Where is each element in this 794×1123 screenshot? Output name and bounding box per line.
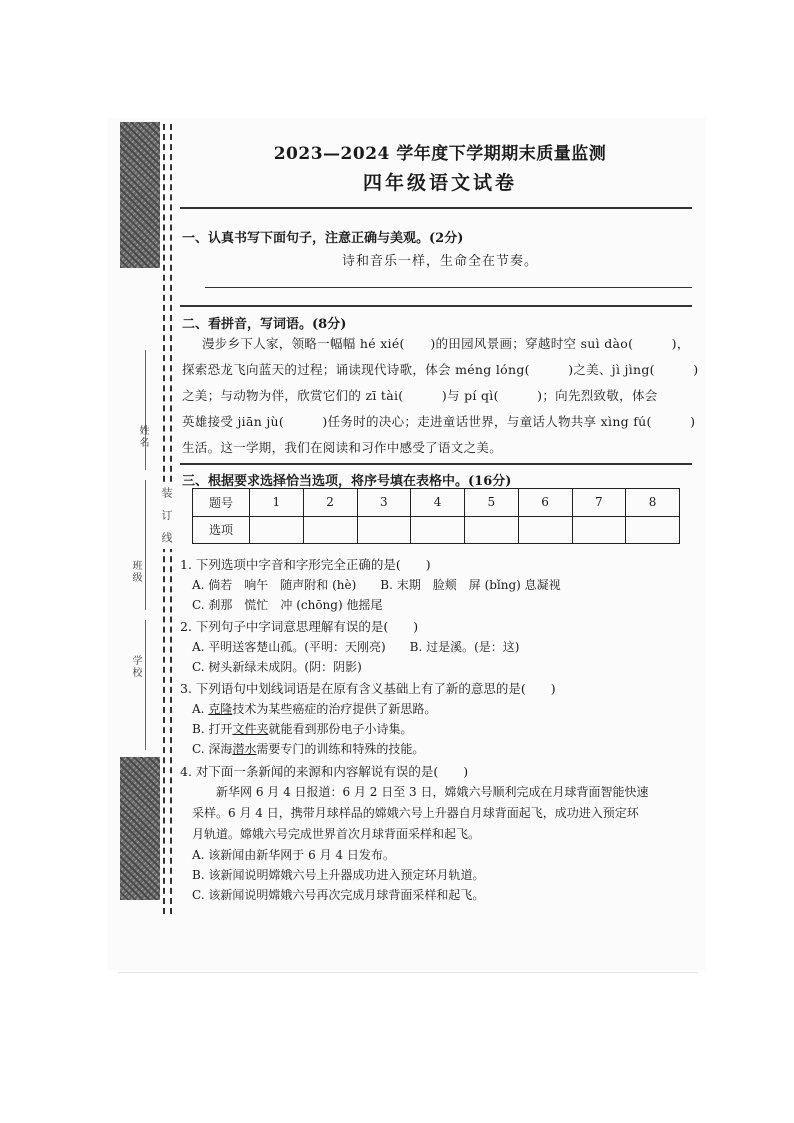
question-option	[180, 699, 700, 719]
answer-table-header-option: 选项	[193, 516, 250, 544]
question-option	[180, 719, 700, 739]
sheet-edge	[118, 972, 698, 973]
question-option: B. 该新闻说明嫦娥六号上升器成功进入预定环月轨道。	[192, 868, 485, 882]
section-3-heading: 三、根据要求选择恰当选项，将序号填在表格中。(16分)	[182, 474, 512, 489]
answer-cell[interactable]	[518, 516, 572, 544]
underlined-term: 潜水	[232, 742, 257, 756]
news-text-line: 新华网 6 月 4 日报道：6 月 2 日至 3 日，嫦娥六号顺利完成在月球背面智能快速	[192, 785, 649, 799]
handwriting-line[interactable]	[205, 287, 692, 288]
question-number-cell: 6	[518, 489, 572, 517]
question-stem: 2. 下列句子中字词意思理解有误的是( )	[180, 619, 419, 634]
binding-hatch-top	[120, 122, 160, 268]
question-stem: 3. 下列语句中划线词语是在原有含义基础上有了新的意思的是( )	[180, 681, 556, 696]
answer-table-number-row	[193, 489, 680, 517]
question-number-cell: 4	[411, 489, 465, 517]
news-text-line: 采样。6 月 4 日，携带月球样品的嫦娥六号上升器自月球背面起飞，成功进入预定环	[192, 806, 639, 820]
school-label: 学校	[130, 655, 141, 679]
option-rest: 技术为某些癌症的治疗提供了新思路。	[232, 702, 437, 716]
answer-table	[192, 488, 680, 544]
answer-table-header-number: 题号	[193, 489, 250, 517]
answer-cell[interactable]	[465, 516, 519, 544]
answer-cell[interactable]	[626, 516, 680, 544]
pinyin-line-3[interactable]: 之美；与动物为伴，欣赏它们的 zī tài( )与 pí qì( )；向先烈致敬，体会	[182, 388, 658, 403]
option-prefix: A.	[192, 702, 209, 716]
option-prefix: B. 打开	[192, 722, 233, 736]
section-1-heading: 一、认真书写下面句子，注意正确与美观。(2分)	[182, 231, 464, 246]
question-4	[180, 762, 700, 905]
question-option: C. 该新闻说明嫦娥六号再次完成月球背面采样和起飞。	[192, 888, 485, 902]
name-label: 姓名	[137, 425, 148, 449]
answer-cell[interactable]	[250, 516, 304, 544]
option-prefix: C. 深海	[192, 742, 233, 756]
pinyin-paragraph	[182, 331, 699, 461]
answer-cell[interactable]	[303, 516, 357, 544]
option-rest: 就能看到那份电子小诗集。	[268, 722, 413, 736]
pinyin-line-1[interactable]: 漫步乡下人家，领略一幅幅 hé xié( )的田园风景画；穿越时空 suì dào( )，	[202, 336, 690, 351]
question-option: A. 倘若 响午 随声附和 (hè) B. 末期 脸颊 屏 (bǐng) 息凝视	[192, 578, 561, 592]
question-option: A. 该新闻由新华网于 6 月 4 日发布。	[192, 848, 395, 862]
exam-title: 2023—2024 学年度下学期期末质量监测	[273, 144, 607, 164]
question-stem: 4. 对下面一条新闻的来源和内容解说有误的是( )	[180, 764, 469, 779]
question-number-cell: 5	[465, 489, 519, 517]
copy-sentence: 诗和音乐一样，生命全在节奏。	[341, 254, 538, 269]
news-text-line: 月轨道。嫦娥六号完成世界首次月球背面采样和起飞。	[192, 827, 481, 841]
option-rest: 需要专门的训练和特殊的技能。	[256, 742, 425, 756]
answer-cell[interactable]	[572, 516, 626, 544]
divider-3	[180, 463, 692, 465]
answer-table-option-row	[193, 516, 680, 544]
question-1	[180, 555, 700, 615]
exam-subtitle: 四年级语文试卷	[362, 172, 517, 194]
question-2	[180, 617, 700, 677]
question-number-cell: 8	[626, 489, 680, 517]
pinyin-line-5: 生活。这一学期，我们在阅读和习作中感受了语文之美。	[182, 440, 503, 455]
question-option: A. 平明送客楚山孤。(平明：天刚亮) B. 过是溪。(是：这)	[192, 640, 520, 654]
class-label: 班级	[130, 560, 141, 584]
underlined-term: 克隆	[208, 702, 233, 716]
section-2-heading: 二、看拼音，写词语。(8分)	[182, 317, 347, 332]
binding-seal-text: 装 订 线	[160, 487, 173, 547]
answer-cell[interactable]	[357, 516, 411, 544]
divider-1	[180, 207, 692, 209]
binding-hatch-bottom	[120, 757, 160, 900]
underlined-term: 文件夹	[232, 722, 269, 736]
school-write-line	[145, 620, 146, 750]
question-option: C. 刹那 慌忙 冲 (chōng) 他摇尾	[192, 598, 383, 612]
pinyin-line-2[interactable]: 探索恐龙飞向蓝天的过程；诵读现代诗歌，体会 méng lóng( )之美、jì jìng( )	[182, 362, 699, 377]
question-number-cell: 3	[357, 489, 411, 517]
question-number-cell: 1	[250, 489, 304, 517]
question-3	[180, 679, 700, 759]
question-number-cell: 2	[303, 489, 357, 517]
name-write-line	[145, 350, 146, 470]
class-write-line	[145, 480, 146, 610]
question-stem: 1. 下列选项中字音和字形完全正确的是( )	[180, 557, 431, 572]
question-number-cell: 7	[572, 489, 626, 517]
answer-cell[interactable]	[411, 516, 465, 544]
divider-2	[180, 305, 692, 307]
question-option: C. 树头新绿未成阴。(阴：阴影)	[192, 660, 362, 674]
question-option	[180, 739, 700, 759]
pinyin-line-4[interactable]: 英雄接受 jiān jù( )任务时的决心；走进童话世界，与童话人物共享 xìng fú( )	[182, 414, 696, 429]
